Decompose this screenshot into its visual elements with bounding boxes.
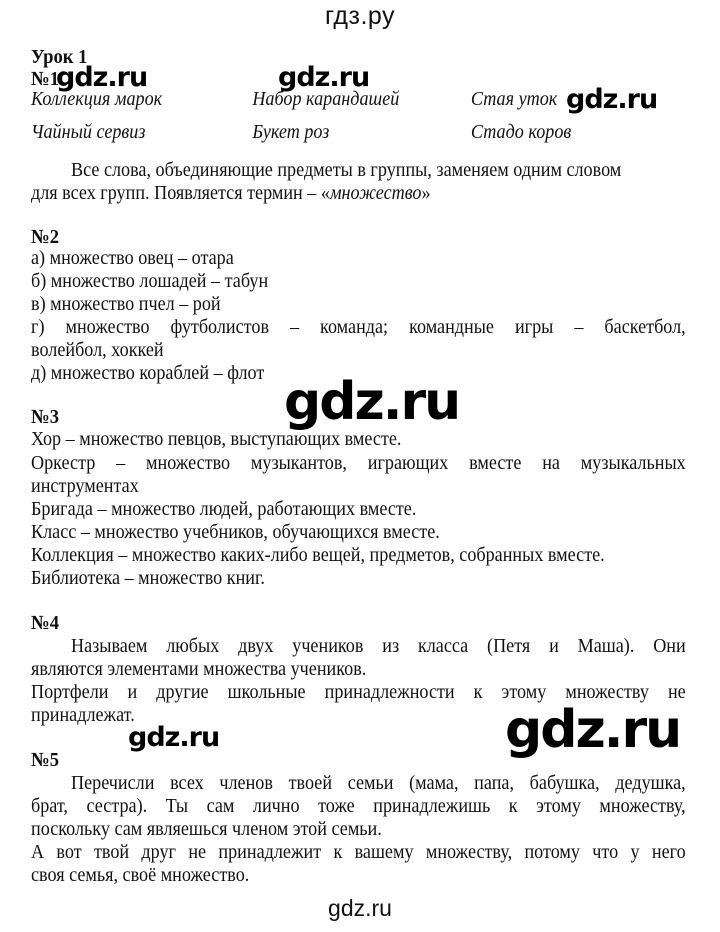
answer-line: поскольку сам являешься членом этой семьи. xyxy=(31,819,382,840)
answer-line: Перечисли всех членов твоей семьи (мама, папа, бабушка, дедушка, xyxy=(70,773,686,794)
task-number-1: №1 xyxy=(31,68,60,90)
watermark: gdz.ru xyxy=(128,722,220,753)
answer-line: являются элементами множества учеников. xyxy=(31,659,367,680)
answer-line: брат, сестра). Ты сам лично тоже принадлежишь к этому множеству, xyxy=(31,796,686,817)
paragraph-text: для всех групп. Появляется термин – « xyxy=(31,183,330,204)
watermark: gdz.ru xyxy=(284,372,460,432)
answer-line: б) множество лошадей – табун xyxy=(31,271,269,292)
site-title: гдз.ру xyxy=(324,2,396,30)
answer-line: Класс – множество учебников, обучающихся вместе. xyxy=(31,522,440,543)
answer-line: Оркестр – множество музыкантов, играющих вместе на музыкальных xyxy=(31,453,686,474)
task-number-4: №4 xyxy=(31,612,60,634)
lesson-title: Урок 1 xyxy=(31,46,88,68)
paragraph-line xyxy=(31,183,431,205)
answer-line: в) множество пчел – рой xyxy=(31,294,221,315)
task-number-3: №3 xyxy=(31,406,60,428)
group-item: Букет роз xyxy=(252,122,330,143)
group-item: Чайный сервиз xyxy=(31,122,146,143)
answer-line: Коллекция – множество каких-либо вещей, предметов, собранных вместе. xyxy=(31,545,605,566)
watermark: gdz.ru xyxy=(278,62,370,93)
answer-line: д) множество кораблей – флот xyxy=(31,363,265,384)
answer-line: Портфели и другие школьные принадлежности к этому множеству не xyxy=(31,682,686,703)
answer-line: инструментах xyxy=(31,476,139,497)
footer-watermark: gdz.ru xyxy=(328,895,392,921)
answer-line: принадлежат. xyxy=(31,705,135,726)
watermark: gdz.ru xyxy=(566,84,658,115)
answer-line: Библиотека – множество книг. xyxy=(31,568,265,589)
answer-line: а) множество овец – отара xyxy=(31,248,234,269)
task-number-5: №5 xyxy=(31,749,60,771)
group-item: Стая уток xyxy=(470,89,558,110)
group-item: Стадо коров xyxy=(470,122,572,143)
term-emphasis: множество xyxy=(329,183,422,204)
paragraph-text: » xyxy=(421,183,431,204)
answer-line: волейбол, хоккей xyxy=(31,340,164,361)
answer-line: своя семья, своё множество. xyxy=(31,865,250,886)
answer-line: А вот твой друг не принадлежит к вашему множеству, потому что у него xyxy=(31,842,686,863)
watermark: gdz.ru xyxy=(56,62,148,93)
paragraph-line: Все слова, объединяющие предметы в группы, заменяем одним словом xyxy=(70,160,622,181)
answer-line: Хор – множество певцов, выступающих вместе. xyxy=(31,429,402,450)
answer-line: Бригада – множество людей, работающих вместе. xyxy=(31,499,417,520)
answer-line: г) множество футболистов – команда; командные игры – баскетбол, xyxy=(31,317,686,338)
watermark: gdz.ru xyxy=(505,700,681,760)
group-item: Коллекция марок xyxy=(31,89,163,110)
group-item: Набор карандашей xyxy=(252,89,400,110)
task-number-2: №2 xyxy=(31,226,60,248)
answer-line: Называем любых двух учеников из класса (Петя и Маша). Они xyxy=(70,636,686,657)
